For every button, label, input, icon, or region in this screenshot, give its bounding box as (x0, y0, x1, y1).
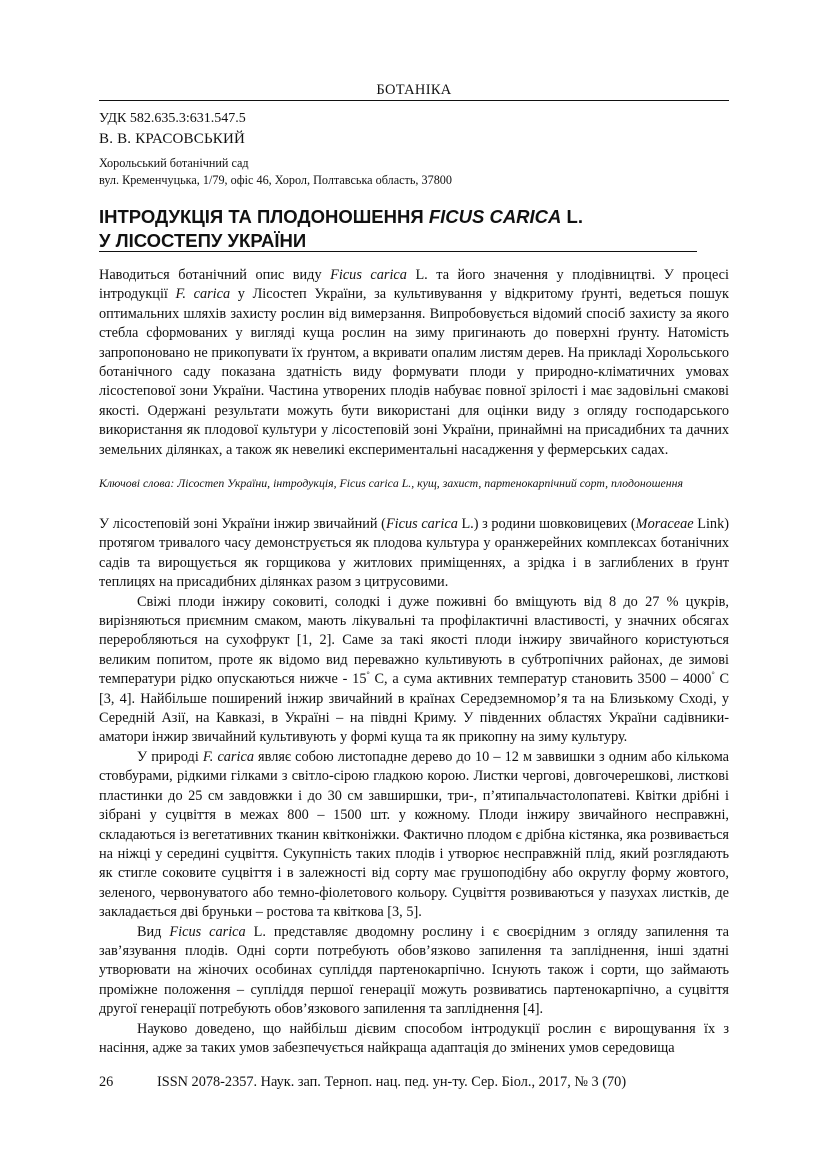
degree-mark: ° (366, 670, 370, 680)
title-part1: ІНТРОДУКЦІЯ ТА ПЛОДОНОШЕННЯ (99, 206, 429, 227)
degree-mark: ° (711, 670, 715, 680)
body-text: L. представляє дводомну рослину і є своєрідним з огляду запилення та зав’язування плодів. Одні сорти потребують обов’язково запилення та запліднення, інші здатні утворювати на жіночих особинах супліддя партенокарпічно. Існують також і сорти, що займають проміжне положення – супліддя першої генерації можуть розвиватись партенокарпічно, а суцвіття другої генерації потребують обов’язкового запилення та запліднення [4]. (99, 923, 729, 1018)
family-name: Moraceae (635, 516, 694, 532)
author-name: В. В. КРАСОВСЬКИЙ (99, 131, 246, 147)
journal-citation: ISSN 2078-2357. Наук. зап. Терноп. нац. пед. ун-ту. Сер. Біол., 2017, № 3 (70) (157, 1074, 627, 1090)
abstract-paragraph (99, 266, 729, 460)
title-part2: L. (561, 206, 583, 227)
abstract-text: L. та його значення у плодівництві. У процесі інтродукції (99, 267, 729, 303)
abstract-text: у Лісостеп України, за культивування у відкритому ґрунті, ведеться пошук оптимальних шляхів захисту рослин від вимерзання. Випробовується відомий спосіб захисту за якого стебла сформованих у вигляді куща рослин на зиму пригинають до поверхні ґрунту. Натомість запропоновано не прикопувати їх ґрунтом, а вкривати опалим листям дерев. На прикладі Хорольського ботанічного саду показана здатність виду формувати плоди у природно-кліматичних умовах лісостепової зони України. Частина утворених плодів набуває повної зрілості і має задовільні смакові якості. Одержані результати можуть бути використані для оцінки виду з огляду господарського використання як плодової культури у лісостеповій зоні України, принаймні на присадибних та дачних земельних ділянках, а також як невеликі експериментальні насадження у фермерських садах. (99, 286, 730, 458)
article-title (99, 205, 699, 253)
udc-code: УДК 582.635.3:631.547.5 (99, 111, 246, 126)
page-number: 26 (99, 1074, 114, 1090)
body-text: У природі (137, 748, 203, 765)
body-paragraph-1 (99, 515, 729, 593)
article-body (99, 515, 729, 1058)
title-line2: У ЛІСОСТЕПУ УКРАЇНИ (99, 231, 697, 252)
section-heading: БОТАНІКА (376, 82, 452, 98)
affiliation-institution: Хорольський ботанічний сад (99, 156, 249, 170)
title-species: FICUS CARICA (428, 206, 562, 227)
body-paragraph-5: Науково доведено, що найбільш дієвим способом інтродукції рослин є вирощування їх з насіння, адже за таких умов забезпечується найкраща адаптація до змінених умов середовища (99, 1020, 729, 1056)
body-text: являє собою листопадне дерево до 10 – 12 м заввишки з одним або кількома стовбурами, рідкими гілками з світло-сірою гладкою корою. Листки чергові, довгочерешкові, листкові пластинки до 25 см завдовжки і до 30 см завширшки, три-, п’ятипальчастолопатеві. Квітки дрібні і зібрані у суцвіття в межах 800 – 1500 шт. у кожному. Плоди інжиру звичайного несправжні, складаються із вегетативних тканин квітконіжки. Фактично плодом є дрібна кістянка, яка розвивається на ніжці у середині суцвіття. Сукупність таких плодів і утворює несправжній плід, який розглядають як стигле соковите суцвіття і в залежності від сорту має грушоподібну або округлу форму жовтого, зеленого, червонуватого або темно-фіолетового кольору. Суцвіття розвиваються у пазухах листків, де закладається дві бруньки – ростова та квіткова [3, 5]. (99, 748, 729, 921)
species-name: F. carica (175, 286, 231, 303)
species-name: Ficus carica (385, 516, 458, 532)
body-paragraph-3 (99, 748, 729, 923)
species-name: F. carica (202, 748, 254, 765)
header-rule (99, 100, 729, 101)
body-text: L.) з родини шовковицевих ( (457, 516, 636, 532)
body-text: С, а сума активних температур становить 3500 – 4000 (369, 671, 712, 688)
keywords: Ключові слова: Лісостеп України, інтродукція, Ficus carica L., кущ, захист, партенокарпічний сорт, плодоношення (99, 476, 683, 490)
body-text: У лісостеповій зоні України інжир звичайний ( (99, 516, 386, 532)
body-text: Link) протягом тривалого часу демонструється як плодова культура у оранжерейних комплексах ботанічних садів та вирощується як горщикова у житлових приміщеннях, а зрідка і в заглиблених в ґрунт теплицях на присадибних ділянках разом з цитрусовими. (99, 516, 729, 591)
body-paragraph-4 (99, 923, 729, 1020)
abstract (99, 266, 729, 460)
body-text: Свіжі плоди інжиру соковиті, солодкі і дуже поживні бо вміщують від 8 до 27 % цукрів, вирізняються приємним смаком, мають лікувальні та профілактичні властивості, у значних обсягах переробляються на сухофрукт [1, 2]. Саме за такі якості плоди інжиру звичайного користуються великим попитом, проте як відомо вид переважно культивують в субтропічних районах, де зимові температури рідко опускаються нижче - 15 (99, 593, 729, 688)
body-paragraph-2 (99, 593, 729, 748)
affiliation (99, 155, 452, 188)
abstract-text: Наводиться ботанічний опис виду (99, 267, 331, 283)
body-text: С [3, 4]. Найбільше поширений інжир звичайний в країнах Середземномор’я та на Близькому Сході, у Середній Азії, на Кавказі, в Україні – на півдні Криму. У південних областях України садівники-аматори інжир звичайний культивують у формі куща та як прикопну на зиму культуру. (99, 671, 729, 746)
affiliation-address: вул. Кременчуцька, 1/79, офіс 46, Хорол, Полтавська область, 37800 (99, 172, 452, 187)
body-text: Вид (137, 923, 170, 940)
species-name: Ficus carica (330, 267, 407, 283)
species-name: Ficus carica (169, 923, 246, 940)
